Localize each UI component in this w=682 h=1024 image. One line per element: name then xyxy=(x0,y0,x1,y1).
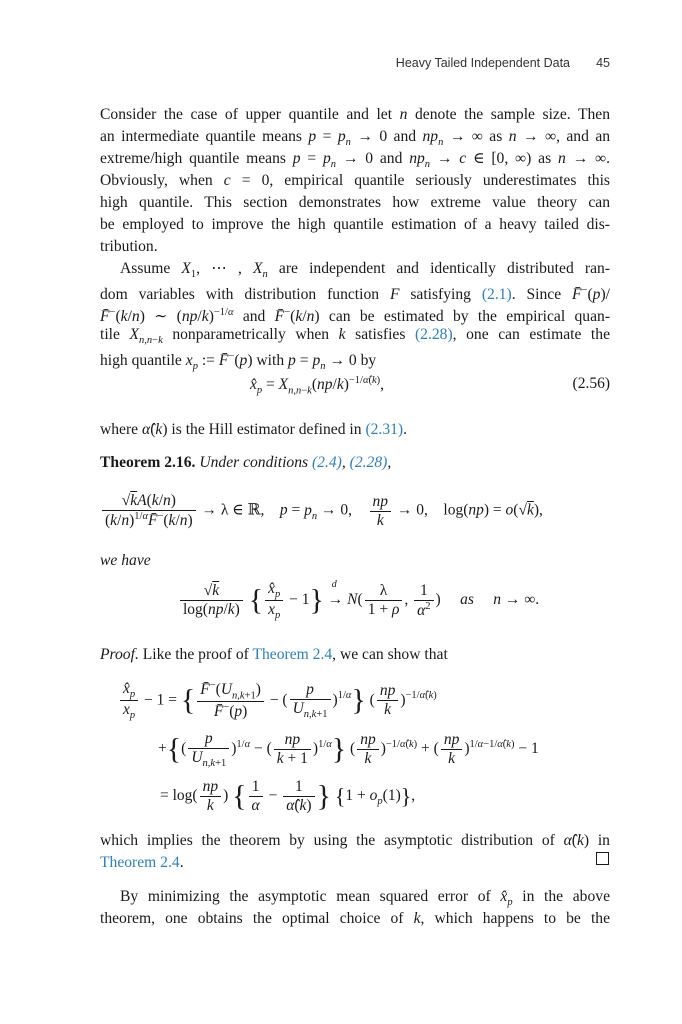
qed-box-icon xyxy=(596,852,609,865)
paragraph-where xyxy=(100,419,610,441)
text-line: extreme/high quantile means $p = p_n \to 0$ and $np_n \to c$ ∈ [0, ∞) as n → ∞. xyxy=(100,150,611,171)
text-line: dom variables with distribution function F satisfying (2.1). Since F̄−(p)/ xyxy=(100,285,610,304)
text-line: F̄−(k/n) ∼ $(np/k)^{-1/\alpha}$ and F̄−(k/n) can be estimated by the empirical quan- xyxy=(100,307,611,326)
page-number: 45 xyxy=(596,56,610,70)
text-line: Proof. Like the proof of Theorem 2.4, we can show that xyxy=(100,646,448,663)
paragraph-assumption xyxy=(100,258,611,373)
equation-link[interactable]: (2.4) xyxy=(311,454,342,471)
proof-label: Proof. xyxy=(100,646,139,663)
text-line: Theorem 2.16. Under conditions (2.4), (2.28), xyxy=(100,454,392,471)
text-line: Theorem 2.4. xyxy=(100,854,184,871)
running-title: Heavy Tailed Independent Data xyxy=(395,56,570,70)
equation-asymptotic-normality: $\frac{√k}{\log(np/k)}$ { $\frac{x̂_p}{x_p}$ − 1} → d N( $\frac{\lambda}{1 + \rho}$ , $\frac{1}{\alpha^2}$ ) as n → ∞. xyxy=(178,580,539,621)
text-line: Assume $X_1$, ⋯ , $X_n$ are independent and identically distributed ran- xyxy=(120,260,610,281)
text-line: which implies the theorem by using the asymptotic distribution of α̂(k) in xyxy=(100,832,610,849)
proof-intro xyxy=(100,644,610,666)
paragraph-proof-conclusion xyxy=(100,830,610,874)
theorem-statement xyxy=(100,452,610,474)
text-line: an intermediate quantile means $p = p_n \to 0$ and $np_n$ → ∞ as n → ∞, and an xyxy=(100,128,611,149)
text-line: high quantile. This section demonstrates how extreme value theory can xyxy=(100,194,610,211)
text-line: theorem, one obtains the optimal choice of k, which happens to be the xyxy=(100,910,610,927)
theorem-link[interactable]: Theorem 2.4 xyxy=(100,854,180,871)
equation-proof-line-2: +{( $\frac{p}{U_{n,k+1}}$ )$^{1/\alpha}$ − ( $\frac{np}{k + 1}$ )$^{1/\alpha}$} ( $\frac{np}{k}$ )$^{-1/\alphâ(k)}$ + ( $\frac{np}{k}$ )$^{1/\alpha-1/\alphâ(k)}$ − 1 xyxy=(158,730,539,770)
paragraph-optimal-k xyxy=(100,886,610,930)
text-line: Obviously, when c = 0, empirical quantile seriously underestimates this xyxy=(100,172,610,189)
equation-link[interactable]: (2.31) xyxy=(365,421,404,438)
text-line: By minimizing the asymptotic mean squared error of $x̂_p$ in the above xyxy=(120,888,610,909)
equation-proof-line-3: = log( $\frac{np}{k}$ ) { $\frac{1}{\alpha}$ − $\frac{1}{\alphâ(k)}$ } $\{1 + o_p(1)\}$, xyxy=(160,778,416,814)
text-line: where α̂(k) is the Hill estimator defined in (2.31). xyxy=(100,421,408,438)
text-line: tribution. xyxy=(100,238,158,255)
text-line: tile $X_{n,n-k}$ nonparametrically when k satisfies (2.28), one can estimate the xyxy=(100,326,610,347)
equation-link[interactable]: (2.28) xyxy=(414,326,453,343)
text-line: Consider the case of upper quantile and let n denote the sample size. Then xyxy=(100,106,611,123)
equation-high-quantile-estimator: $x̂_p = X_{n,n-k}(np/k)^{-1/\alphâ(k)}$, xyxy=(250,375,385,397)
text-line: we have xyxy=(100,552,151,569)
equation-number: (2.56) xyxy=(572,375,610,392)
theorem-link[interactable]: Theorem 2.4 xyxy=(252,646,333,663)
theorem-label: Theorem 2.16. xyxy=(100,454,196,471)
equation-theorem-conditions: $\frac{√kA(k/n)}{(k/n)^{1/\alpha}F̄^-(k/n)}$ → λ ∈ ℝ, $p = p_n \to 0$, $\frac{np}{k}$ → 0, log(np) = o(√k), xyxy=(100,492,543,530)
paragraph-quantile-intro xyxy=(100,104,610,258)
text-line: be employed to improve the high quantile estimation of a heavy tailed dis- xyxy=(100,216,610,233)
equation-link[interactable]: (2.1) xyxy=(481,286,512,304)
equation-proof-line-1: $\frac{x̂_p}{x_p}$ − 1 = { $\frac{F̄^-(U_{n,k+1})}{F̄^-(p)}$ − ( $\frac{p}{U_{n,k+1}}$ )$^{1/\alpha}$} ( $\frac{np}{k}$ )$^{-1/\alphâ(k)}$ xyxy=(118,680,437,721)
equation-link[interactable]: (2.28) xyxy=(349,454,388,471)
paragraph-we-have xyxy=(100,550,610,572)
text-line: high quantile $x_p$ := F̄−(p) with $p = p_n \to 0$ by xyxy=(100,351,377,373)
page-header xyxy=(100,56,610,74)
